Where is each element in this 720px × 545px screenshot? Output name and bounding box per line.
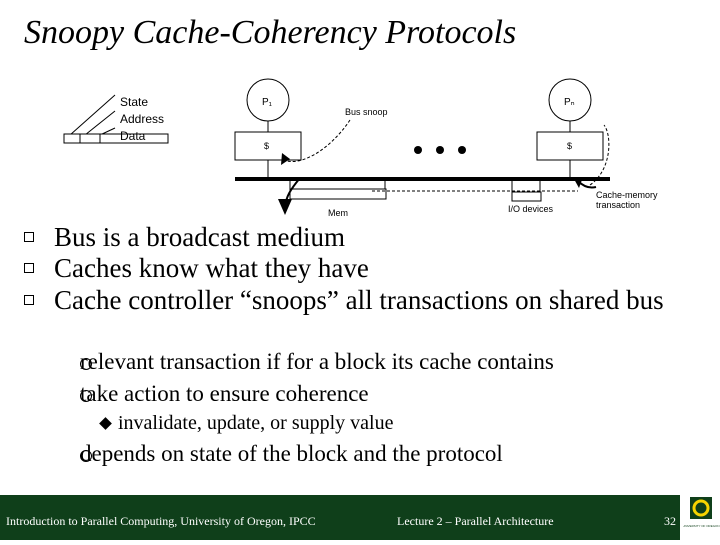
snoopy-bus-diagram <box>0 75 720 225</box>
sub-bullet-item: take action to ensure coherence <box>80 381 369 406</box>
square-bullet-icon <box>24 232 34 242</box>
cache-1-label: $ <box>264 141 270 151</box>
transaction-label-1: Cache-memory <box>596 190 658 200</box>
data-label: Data <box>120 129 146 143</box>
square-bullet-icon <box>24 295 34 305</box>
university-logo <box>683 495 720 540</box>
processor-1-label: P₁ <box>262 97 273 108</box>
shared-bus <box>235 177 610 181</box>
processor-n <box>537 79 603 178</box>
transaction-label-2: transaction <box>596 200 641 210</box>
memory-label: Mem <box>328 208 348 218</box>
sub-bullet-item: depends on state of the block and the protocol <box>80 441 503 466</box>
sub-sub-bullet-item: invalidate, update, or supply value <box>118 412 394 434</box>
io-devices <box>508 181 554 214</box>
bullet-item: Bus is a broadcast medium <box>54 222 345 252</box>
cache-n-label: $ <box>567 141 573 151</box>
bus-snoop-label: Bus snoop <box>345 107 388 117</box>
sub-bullet-item: relevant transaction if for a block its cache contains <box>80 349 554 374</box>
ellipsis-dots <box>414 146 466 154</box>
diamond-bullet-icon <box>99 417 112 430</box>
cache-line-illustration <box>64 95 168 143</box>
processor-1 <box>235 79 301 178</box>
square-bullet-icon <box>24 263 34 273</box>
footer-bar <box>0 495 680 540</box>
bullet-item: Caches know what they have <box>54 253 369 283</box>
processor-n-label: Pₙ <box>564 97 575 108</box>
footer-lecture: Lecture 2 – Parallel Architecture <box>397 514 554 528</box>
oregon-o-icon <box>683 495 720 540</box>
footer-course: Introduction to Parallel Computing, University of Oregon, IPCC <box>6 514 316 528</box>
io-devices-label: I/O devices <box>508 204 554 214</box>
bullet-item: Cache controller “snoops” all transactions on shared bus <box>54 285 664 315</box>
state-label: State <box>120 95 149 109</box>
footer-page-number: 32 <box>664 514 676 528</box>
memory <box>290 181 386 218</box>
logo-text: UNIVERSITY OF OREGON <box>683 524 720 528</box>
slide-title: Snoopy Cache-Coherency Protocols <box>24 14 517 51</box>
address-label: Address <box>120 112 165 126</box>
